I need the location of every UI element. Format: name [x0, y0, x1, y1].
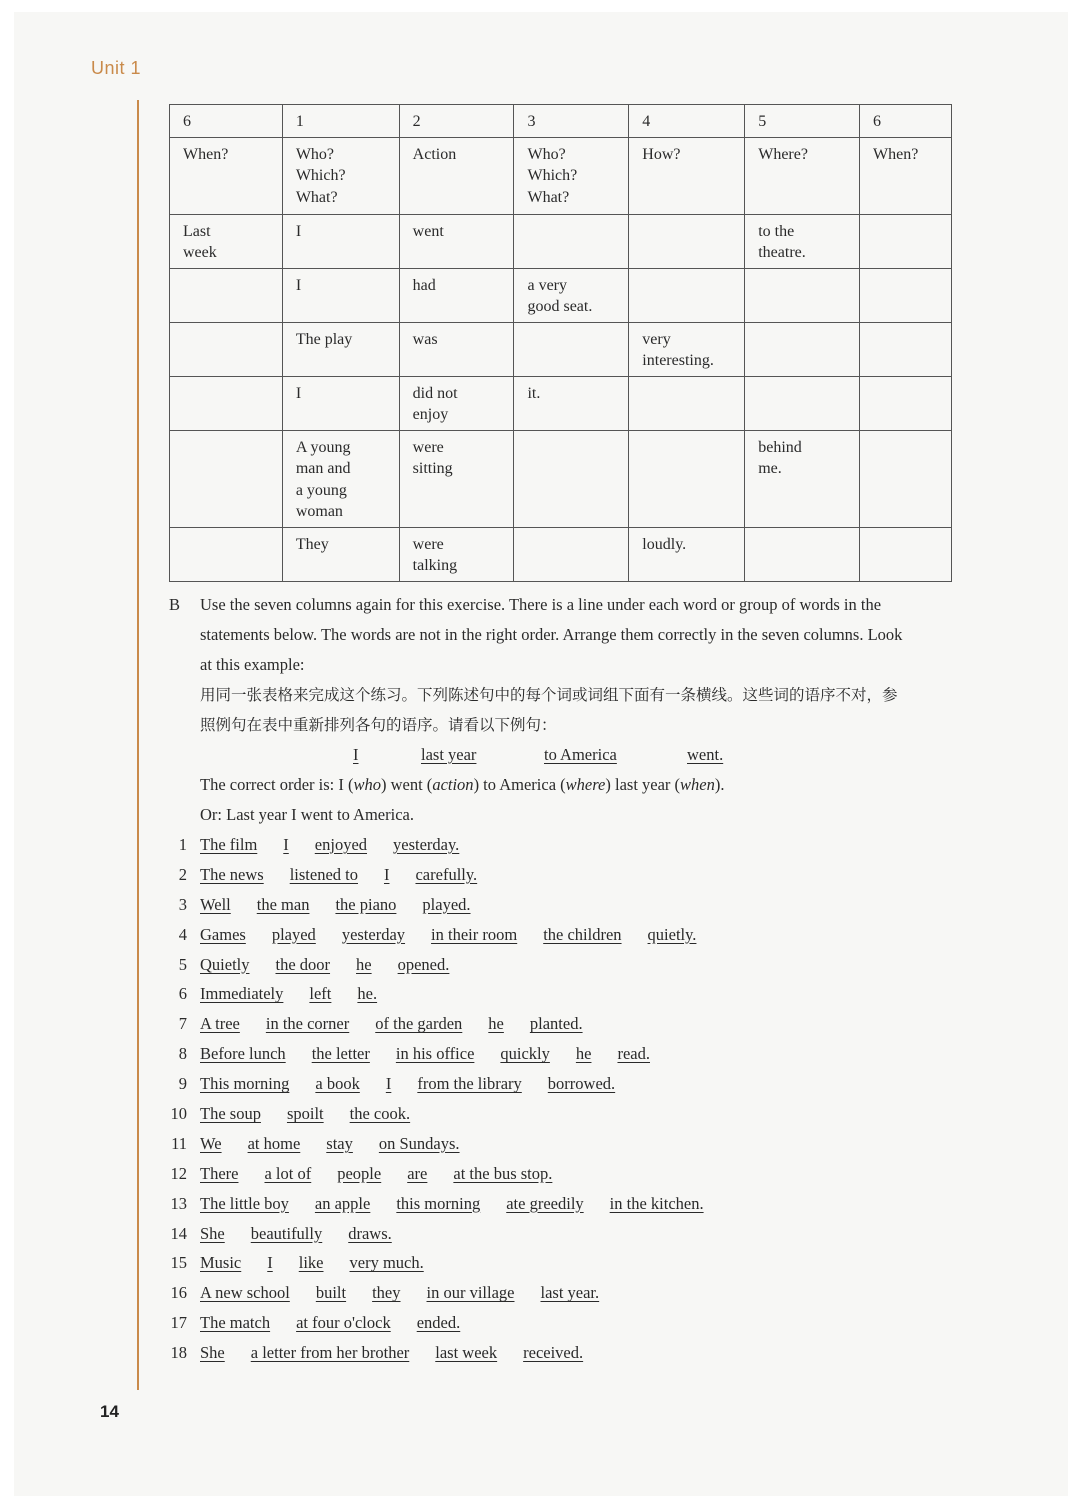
table-cell: [514, 430, 629, 527]
underlined-phrase: The news: [200, 864, 264, 884]
table-cell: [170, 430, 283, 527]
table-cell: [170, 376, 283, 430]
underlined-phrase: stay: [326, 1133, 353, 1153]
table-cell: had: [399, 268, 514, 322]
unit-label: Unit 1: [91, 58, 142, 78]
underlined-phrase: listened to: [289, 864, 358, 884]
column-question: When?: [860, 137, 952, 214]
underlined-phrase: carefully.: [415, 864, 478, 884]
column-question: Action: [399, 137, 514, 214]
underlined-phrase: quickly: [500, 1044, 550, 1064]
underlined-phrase: played.: [422, 894, 471, 914]
underlined-phrase: at home: [247, 1133, 301, 1153]
table-cell: behind me.: [745, 430, 860, 527]
underlined-phrase: Quietly: [200, 954, 250, 974]
underlined-phrase: I: [283, 835, 289, 854]
table-row: [170, 527, 952, 581]
underlined-phrase: the letter: [311, 1044, 370, 1064]
exercise-item: [169, 1159, 999, 1189]
underlined-phrase: people: [337, 1163, 382, 1183]
column-number: 6: [170, 105, 283, 138]
table-cell: [860, 268, 952, 322]
underlined-phrase: yesterday: [341, 924, 406, 944]
table-cell: was: [399, 322, 514, 376]
underlined-phrase: This morning: [200, 1074, 290, 1094]
table-cell: The play: [282, 322, 399, 376]
table-cell: [860, 376, 952, 430]
exercise-items: [169, 830, 999, 1368]
underlined-phrase: draws.: [348, 1223, 392, 1243]
item-number: 10: [170, 1104, 187, 1124]
margin-rule: [137, 100, 139, 1390]
column-question: Where?: [745, 137, 860, 214]
underlined-phrase: like: [298, 1253, 324, 1273]
underlined-phrase: this morning: [396, 1193, 481, 1213]
item-number: 18: [170, 1343, 187, 1363]
underlined-phrase: I: [385, 1074, 392, 1094]
underlined-phrase: from the library: [417, 1074, 522, 1094]
table-cell: I: [282, 268, 399, 322]
item-number: 5: [178, 954, 187, 974]
table-cell: [629, 430, 745, 527]
underlined-phrase: the children: [543, 924, 622, 944]
underlined-phrase: spoilt: [286, 1104, 324, 1124]
example-phrase: last year: [421, 745, 477, 764]
exercise-item: [169, 1338, 999, 1368]
underlined-phrase: We: [200, 1133, 222, 1153]
table-cell: [514, 214, 629, 268]
underlined-phrase: at the bus stop.: [453, 1163, 553, 1183]
table-cell: it.: [514, 376, 629, 430]
column-question: Who? Which? What?: [282, 137, 399, 214]
underlined-phrase: The little boy: [200, 1193, 289, 1213]
underlined-phrase: opened.: [397, 954, 450, 974]
item-number: 12: [170, 1163, 187, 1183]
underlined-phrase: in the kitchen.: [609, 1193, 704, 1213]
exercise-item: [169, 1189, 999, 1219]
table-cell: were talking: [399, 527, 514, 581]
table-row: [170, 322, 952, 376]
exercise-item: [169, 920, 999, 950]
underlined-phrase: an apple: [314, 1193, 371, 1213]
underlined-phrase: enjoyed: [314, 835, 368, 854]
underlined-phrase: built: [315, 1283, 347, 1303]
table-row: [170, 214, 952, 268]
table-cell: [860, 430, 952, 527]
table-cell: were sitting: [399, 430, 514, 527]
underlined-phrase: in his office: [395, 1044, 475, 1064]
column-number: 6: [860, 105, 952, 138]
underlined-phrase: left: [309, 984, 332, 1004]
table-cell: [860, 214, 952, 268]
correct-order-line: The correct order is: I (who) went (action) to America (where) last year (when).: [200, 775, 725, 794]
underlined-phrase: of the garden: [375, 1014, 463, 1034]
exercise-item: [169, 1219, 999, 1249]
table-cell: did not enjoy: [399, 376, 514, 430]
table-row: [170, 268, 952, 322]
column-question-row: [170, 137, 952, 214]
exercise-b: [169, 590, 999, 1368]
exercise-item: [169, 1308, 999, 1338]
underlined-phrase: are: [407, 1163, 428, 1183]
underlined-phrase: She: [200, 1343, 225, 1363]
item-number: 6: [178, 984, 187, 1004]
table-cell: [170, 527, 283, 581]
table-cell: [170, 322, 283, 376]
underlined-phrase: in their room: [431, 924, 518, 944]
underlined-phrase: on Sundays.: [378, 1133, 460, 1153]
item-number: 17: [170, 1313, 187, 1333]
underlined-phrase: The soup: [200, 1104, 261, 1124]
underlined-phrase: The film: [200, 835, 258, 854]
underlined-phrase: he: [575, 1044, 592, 1064]
underlined-phrase: Immediately: [200, 984, 284, 1004]
exercise-item: [169, 1039, 999, 1069]
item-number: 3: [178, 894, 187, 914]
exercise-item: [169, 860, 999, 890]
underlined-phrase: Well: [200, 894, 231, 914]
table-cell: [514, 527, 629, 581]
underlined-phrase: Games: [200, 924, 246, 944]
table-cell: very interesting.: [629, 322, 745, 376]
underlined-phrase: the piano: [335, 894, 397, 914]
item-number: 2: [178, 864, 187, 884]
underlined-phrase: last year.: [540, 1283, 600, 1303]
underlined-phrase: There: [200, 1163, 239, 1183]
exercise-item: [169, 950, 999, 980]
underlined-phrase: a letter from her brother: [250, 1343, 410, 1363]
alternative-line: Or: Last year I went to America.: [200, 805, 414, 824]
underlined-phrase: a book: [315, 1074, 360, 1094]
underlined-phrase: the door: [275, 954, 331, 974]
item-number: 14: [170, 1223, 187, 1243]
table-cell: [170, 268, 283, 322]
exercise-item: [169, 1129, 999, 1159]
instruction-line: Use the seven columns again for this exercise. There is a line under each word or group of words in the: [200, 595, 882, 614]
exercise-item: [169, 890, 999, 920]
exercise-item: [169, 979, 999, 1009]
exercise-letter: B: [169, 595, 181, 614]
item-number: 4: [178, 924, 187, 944]
underlined-phrase: borrowed.: [547, 1074, 616, 1094]
underlined-phrase: yesterday.: [393, 835, 460, 854]
table-cell: Last week: [170, 214, 283, 268]
table-cell: [745, 322, 860, 376]
page-number: 14: [100, 1402, 119, 1421]
column-question: How?: [629, 137, 745, 214]
underlined-phrase: received.: [523, 1343, 584, 1363]
underlined-phrase: he: [488, 1014, 504, 1034]
item-number: 11: [171, 1133, 187, 1153]
table-cell: [745, 268, 860, 322]
underlined-phrase: the cook.: [349, 1104, 411, 1124]
table-cell: [745, 376, 860, 430]
table-cell: I: [282, 214, 399, 268]
underlined-phrase: he.: [357, 984, 378, 1004]
underlined-phrase: A tree: [200, 1014, 240, 1034]
underlined-phrase: A new school: [200, 1283, 290, 1303]
underlined-phrase: in our village: [426, 1283, 515, 1303]
underlined-phrase: a lot of: [264, 1163, 312, 1183]
example-phrase: I: [353, 745, 359, 764]
table-cell: [629, 376, 745, 430]
table-cell: [860, 322, 952, 376]
underlined-phrase: quietly.: [647, 924, 697, 944]
exercise-item: [169, 1069, 999, 1099]
column-number: 5: [745, 105, 860, 138]
item-number: 7: [178, 1014, 187, 1034]
instruction-line: at this example:: [200, 655, 305, 674]
table-cell: I: [282, 376, 399, 430]
underlined-phrase: ended.: [416, 1313, 461, 1333]
table-cell: a very good seat.: [514, 268, 629, 322]
example-phrase: went.: [687, 745, 724, 764]
table-cell: went: [399, 214, 514, 268]
table-cell: [860, 527, 952, 581]
table-cell: [745, 527, 860, 581]
table-cell: [629, 268, 745, 322]
table-cell: They: [282, 527, 399, 581]
item-number: 8: [178, 1044, 187, 1064]
column-number-row: [170, 105, 952, 138]
item-number: 15: [170, 1253, 187, 1273]
underlined-phrase: ate greedily: [506, 1193, 584, 1213]
underlined-phrase: I: [383, 864, 390, 884]
exercise-item: [169, 1099, 999, 1129]
item-number: 13: [170, 1193, 187, 1213]
underlined-phrase: Before lunch: [200, 1044, 286, 1064]
instruction-line: statements below. The words are not in the right order. Arrange them correctly in the seven columns. Look: [200, 625, 903, 644]
column-number: 3: [514, 105, 629, 138]
table-cell: A young man and a young woman: [282, 430, 399, 527]
exercise-item: [169, 1009, 999, 1039]
column-number: 2: [399, 105, 514, 138]
underlined-phrase: Music: [200, 1253, 242, 1273]
exercise-item: [169, 1248, 999, 1278]
sentence-columns-table: [169, 104, 952, 582]
table-cell: to the theatre.: [745, 214, 860, 268]
chinese-instruction-line: 照例句在表中重新排列各句的语序。请看以下例句：: [200, 716, 557, 734]
example-phrase: to America: [544, 745, 617, 764]
underlined-phrase: he: [356, 954, 372, 974]
column-number: 1: [282, 105, 399, 138]
exercise-item: [169, 1278, 999, 1308]
item-number: 1: [178, 835, 187, 854]
underlined-phrase: planted.: [529, 1014, 583, 1034]
underlined-phrase: She: [200, 1223, 225, 1243]
chinese-instruction-line: 用同一张表格来完成这个练习。下列陈述句中的每个词或词组下面有一条横线。这些词的语序不对，参: [200, 686, 898, 704]
table-cell: [629, 214, 745, 268]
underlined-phrase: they: [372, 1283, 401, 1303]
table-cell: [514, 322, 629, 376]
item-number: 9: [178, 1074, 187, 1094]
exercise-item: [169, 830, 999, 860]
underlined-phrase: last week: [435, 1343, 498, 1363]
column-number: 4: [629, 105, 745, 138]
underlined-phrase: in the corner: [265, 1014, 350, 1034]
table-cell: loudly.: [629, 527, 745, 581]
underlined-phrase: read.: [617, 1044, 650, 1064]
example-sentence: [353, 740, 999, 770]
underlined-phrase: The match: [200, 1313, 271, 1333]
table-row: [170, 430, 952, 527]
column-question: When?: [170, 137, 283, 214]
underlined-phrase: at four o'clock: [296, 1313, 391, 1333]
underlined-phrase: the man: [256, 894, 310, 914]
column-question: Who? Which? What?: [514, 137, 629, 214]
underlined-phrase: beautifully: [250, 1223, 323, 1243]
underlined-phrase: I: [267, 1253, 273, 1273]
item-number: 16: [170, 1283, 187, 1303]
underlined-phrase: very much.: [349, 1253, 424, 1273]
table-row: [170, 376, 952, 430]
underlined-phrase: played: [271, 924, 316, 944]
